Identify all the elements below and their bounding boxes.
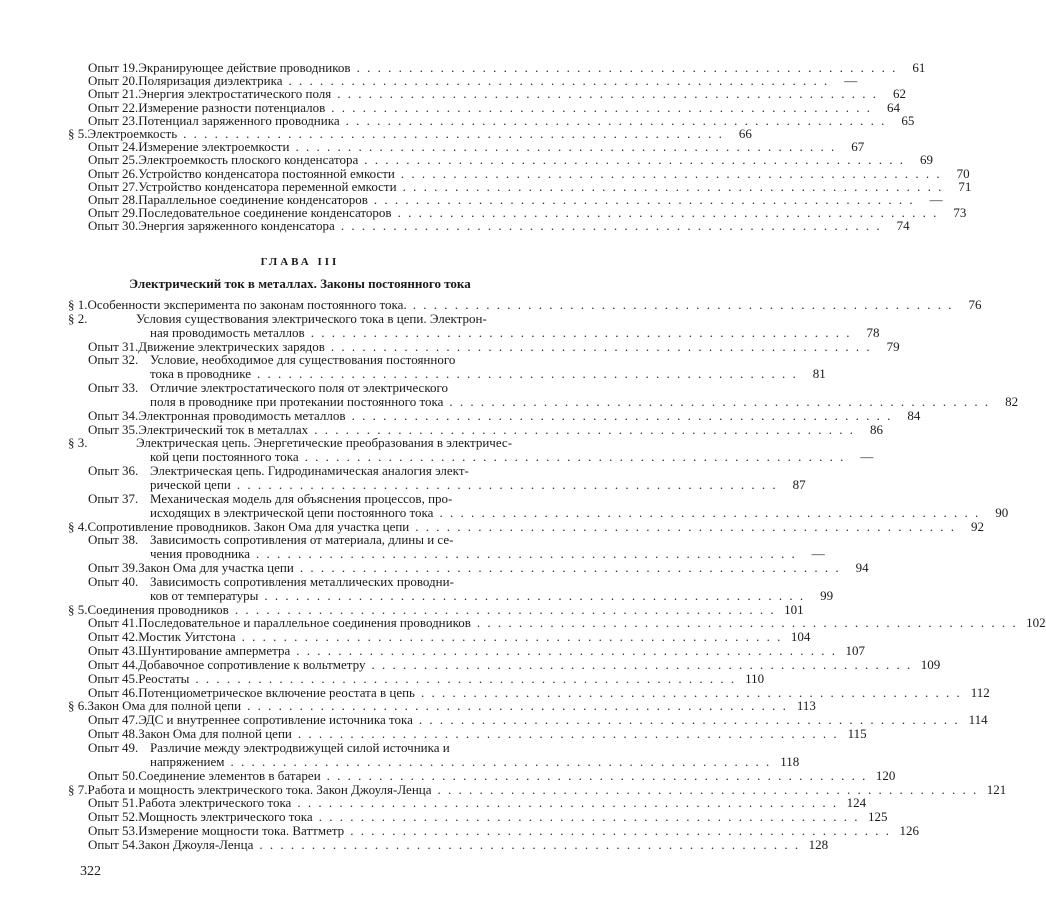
toc-line [80, 218, 910, 234]
toc-experiment-entry [80, 656, 941, 672]
entry-page: 64 [887, 99, 901, 115]
entry-page: 118 [780, 753, 800, 769]
toc-experiment-entry [80, 152, 933, 168]
chapter-title: Электрический ток в металлах. Законы постоянного тока [129, 276, 471, 291]
toc-line [80, 560, 869, 576]
entry-title: Добавочное сопротивление к вольтметру [138, 656, 366, 672]
toc-line [80, 99, 901, 115]
entry-title: Измерение разности потенциалов [138, 99, 326, 115]
toc-line [80, 795, 867, 811]
entry-title: Поляризация диэлектрика [138, 73, 283, 89]
entry-label: Опыт 35. [88, 421, 139, 437]
dot-leader [264, 589, 805, 603]
entry-title: Энергия электростатического поля [138, 86, 332, 102]
dot-leader [327, 769, 868, 783]
entry-label: § 4. [68, 518, 88, 534]
entry-label: Опыт 39. [88, 560, 139, 576]
toc-line [80, 684, 990, 700]
entry-title: рической цепи [150, 476, 231, 492]
dot-leader [331, 101, 872, 114]
entry-page: 92 [971, 518, 985, 534]
entry-title: Мощность электрического тока [138, 809, 313, 825]
entry-title: Электроемкость плоского конденсатора [138, 152, 359, 168]
toc-line [80, 629, 811, 645]
entry-label: Опыт 24. [88, 139, 139, 155]
entry-title: Измерение мощности тока. Ваттметр [138, 823, 345, 839]
entry-page: 82 [1005, 393, 1019, 409]
entry-title: Последовательное и параллельное соединения проводников [138, 615, 471, 631]
entry-page: 69 [919, 152, 933, 168]
entry-label: § 1. [68, 297, 88, 312]
entry-label: Опыт 49. [88, 740, 139, 755]
dot-leader [371, 658, 912, 672]
toc-experiment-entry [80, 684, 990, 700]
entry-label: Опыт 41. [88, 615, 139, 631]
dot-leader [341, 219, 882, 232]
entry-label: § 3. [68, 435, 88, 451]
toc-experiment-entry [80, 767, 896, 783]
entry-label: Опыт 22. [88, 99, 139, 115]
entry-title: Работа электрического тока [138, 795, 292, 811]
entry-title: Электронная проводимость металлов [138, 407, 346, 423]
entry-page: 70 [956, 165, 970, 181]
entry-title: Зависимость сопротивления от материала, длины и се- [150, 532, 454, 548]
entry-page: — [929, 191, 943, 207]
entry-page: 99 [820, 587, 834, 603]
entry-page: 74 [896, 218, 910, 234]
entry-page: 61 [912, 60, 926, 75]
entry-label: Опыт 46. [88, 684, 139, 700]
entry-page: 79 [886, 338, 900, 354]
dot-leader [314, 423, 855, 437]
entry-title: ЭДС и внутреннее сопротивление источника тока [138, 712, 413, 728]
entry-title: Электроемкость [87, 125, 178, 141]
dot-leader [256, 547, 797, 561]
dot-leader [346, 114, 887, 127]
entry-page: 73 [953, 205, 967, 221]
entry-page: 125 [867, 809, 888, 825]
entry-label: Опыт 48. [88, 726, 139, 742]
dot-leader [257, 367, 798, 381]
toc-line [80, 615, 1046, 631]
entry-title: Условия существования электрического тока в цепи. Электрон- [136, 310, 487, 326]
toc-line [80, 836, 829, 852]
entry-title: Электрическая цепь. Энергетические преобразования в электричес- [136, 435, 513, 451]
chapter-number: ГЛАВА III [260, 256, 340, 268]
dot-leader [237, 478, 778, 492]
toc-experiment-entry [80, 836, 829, 852]
entry-page: 109 [920, 656, 941, 672]
toc-line [68, 601, 804, 617]
entry-page: 126 [899, 823, 919, 839]
entry-label: Опыт 30. [88, 218, 139, 234]
toc-experiment-entry [80, 86, 907, 102]
entry-title: Соединение элементов в батареи [138, 767, 321, 783]
entry-label: Опыт 51. [88, 795, 139, 811]
toc-experiment-entry [80, 643, 866, 659]
toc-line [68, 297, 982, 312]
entry-title: Зависимость сопротивления металлических проводни- [150, 573, 454, 589]
dot-leader [415, 520, 956, 534]
dot-leader [235, 603, 776, 617]
entry-label: Опыт 25. [88, 152, 139, 168]
entry-label: Опыт 32. [88, 352, 139, 368]
entry-label: Опыт 40. [88, 573, 139, 589]
entry-title: Различие между электродвижущей силой источника и [150, 740, 450, 755]
entry-page: — [860, 449, 874, 465]
toc-experiment-entry [80, 338, 900, 354]
entry-title: Устройство конденсатора постоянной емкости [138, 165, 395, 181]
dot-leader [311, 326, 852, 340]
toc-experiment-entry [80, 112, 915, 128]
entry-title: Движение электрических зарядов [138, 338, 325, 354]
toc-line [68, 698, 816, 714]
dot-leader [300, 561, 841, 575]
dot-leader [449, 395, 990, 409]
toc-line [80, 464, 542, 478]
toc-experiment-entry [80, 615, 1046, 631]
entry-title: Потенциал заряженного проводника [138, 112, 340, 128]
entry-page: 94 [855, 560, 869, 576]
entry-title: Измерение электроемкости [138, 139, 290, 155]
dot-leader [419, 713, 960, 727]
dot-leader [331, 340, 872, 354]
toc-experiment-entry [80, 407, 921, 423]
entry-title: Условие, необходимое для существования постоянного [150, 352, 456, 368]
entry-label: Опыт 54. [88, 836, 139, 852]
entry-page: 102 [1026, 615, 1046, 631]
toc-line [80, 421, 883, 437]
dot-leader [350, 824, 891, 838]
entry-page: 114 [968, 712, 988, 728]
toc-line [80, 353, 542, 367]
entry-label: Опыт 23. [88, 112, 139, 128]
toc-experiment-entry [80, 463, 806, 492]
entry-page: 120 [875, 767, 896, 783]
toc-line [80, 712, 988, 728]
entry-page: 78 [866, 324, 880, 340]
entry-title: ков от температуры [150, 587, 259, 603]
dot-leader [401, 167, 942, 180]
entry-page: 110 [745, 670, 765, 686]
entry-label: Опыт 31. [88, 338, 139, 354]
entry-title: Соединения проводников [87, 601, 229, 617]
dot-leader [298, 727, 839, 741]
entry-title: Шунтирование амперметра [138, 643, 291, 659]
toc-line [68, 781, 1007, 797]
toc-line [80, 152, 933, 168]
toc-line [80, 324, 880, 340]
entry-title: Электрический ток в металлах [138, 421, 309, 437]
dot-leader [195, 672, 736, 686]
toc-experiment-entry [80, 670, 765, 686]
toc-line [68, 310, 542, 326]
entry-label: § 7. [68, 781, 88, 797]
toc-section-entry [68, 781, 1007, 797]
dot-leader [439, 506, 980, 520]
toc-experiment-entry [80, 178, 972, 194]
toc-line [68, 435, 542, 451]
toc-line [80, 178, 972, 194]
entry-title: кой цепи постоянного тока [150, 449, 299, 465]
toc-line [80, 492, 542, 506]
toc-experiment-entry [80, 795, 867, 811]
toc-line [80, 504, 1009, 520]
entry-title: Закон Джоуля-Ленца [138, 836, 254, 852]
toc-experiment-entry [80, 809, 888, 825]
toc-line [80, 753, 800, 769]
dot-leader [421, 686, 962, 700]
toc-line [80, 407, 921, 423]
entry-page: — [811, 546, 825, 562]
toc-line [80, 741, 542, 755]
entry-label: § 2. [68, 310, 88, 326]
entry-title: поля в проводнике при протекании постоянного тока [150, 393, 444, 409]
toc-experiment-entry [80, 573, 834, 603]
entry-title: Параллельное соединение конденсаторов [138, 191, 368, 207]
toc-experiment-entry [80, 726, 867, 742]
toc-experiment-entry [80, 165, 970, 181]
toc-experiment-entry [80, 380, 1019, 409]
entry-title: Последовательное соединение конденсаторов [138, 205, 392, 221]
toc-line [80, 575, 542, 589]
dot-leader [305, 450, 846, 464]
toc-line [80, 643, 866, 659]
dot-leader [319, 810, 860, 824]
entry-title: Потенциометрическое включение реостата в цепь [138, 684, 415, 700]
entry-page: 90 [995, 504, 1009, 520]
entry-title: Закон Ома для полной цепи [138, 726, 292, 742]
entry-title: Механическая модель для объяснения процессов, про- [150, 490, 453, 506]
toc-section-entry [68, 297, 982, 312]
entry-label: Опыт 26. [88, 165, 139, 181]
toc-line [80, 165, 970, 181]
toc-line [80, 726, 867, 742]
toc-section-entry [68, 435, 874, 465]
entry-label: § 5. [68, 125, 88, 141]
toc-experiment-entry [80, 712, 988, 728]
entry-label: Опыт 47. [88, 712, 139, 728]
toc-line [80, 823, 919, 839]
entry-page: 65 [901, 112, 915, 128]
toc-line [80, 587, 834, 603]
toc-line [80, 366, 826, 382]
entry-title: Отличие электростатического поля от электрического [150, 380, 448, 396]
entry-label: Опыт 19. [88, 60, 139, 75]
dot-leader [296, 644, 837, 658]
toc-experiment-entry [80, 99, 901, 115]
entry-page: 113 [796, 698, 816, 714]
dot-leader [352, 409, 893, 423]
entry-label: Опыт 21. [88, 86, 139, 102]
entry-page: 67 [851, 139, 865, 155]
toc-part-1 [68, 60, 972, 234]
entry-label: Опыт 29. [88, 205, 139, 221]
toc-line [80, 112, 915, 128]
entry-page: 107 [845, 643, 866, 659]
entry-title: Электрическая цепь. Гидродинамическая аналогия элект- [150, 463, 469, 479]
entry-page: 81 [812, 366, 826, 382]
entry-page: 84 [907, 407, 921, 423]
entry-label: Опыт 27. [88, 178, 139, 194]
entry-title: Закон Ома для участка цепи [138, 560, 294, 576]
dot-leader [247, 699, 788, 713]
entry-title: чения проводника [150, 546, 251, 562]
entry-label: Опыт 45. [88, 670, 139, 686]
toc-line [80, 533, 542, 547]
dot-leader [259, 838, 800, 852]
entry-page: 112 [970, 684, 990, 700]
toc-section-entry [68, 518, 985, 534]
entry-title: Мостик Уитстона [138, 629, 236, 645]
toc-experiment-entry [80, 352, 826, 382]
page-number: 322 [80, 864, 101, 879]
entry-page: 86 [869, 421, 883, 437]
toc-line [80, 381, 542, 395]
toc-line [80, 393, 1019, 409]
entry-title: Сопротивление проводников. Закон Ома для участка цепи [87, 518, 410, 534]
entry-label: Опыт 53. [88, 823, 139, 839]
dot-leader [337, 87, 878, 100]
entry-label: Опыт 33. [88, 380, 139, 396]
toc-line [80, 476, 806, 492]
toc-experiment-entry [80, 629, 811, 645]
dot-leader [438, 783, 979, 797]
dot-leader [477, 616, 1018, 630]
entry-label: Опыт 50. [88, 767, 139, 783]
toc-line [68, 518, 985, 534]
dot-leader [230, 755, 771, 769]
dot-leader [242, 630, 783, 644]
entry-page: 115 [847, 726, 867, 742]
entry-title: тока в проводнике [150, 366, 251, 382]
toc-section-entry [68, 698, 816, 714]
toc-line [80, 546, 825, 562]
entry-title: напряжением [150, 753, 225, 769]
entry-page: 71 [958, 178, 972, 194]
entry-page: 101 [784, 601, 804, 617]
toc-section-entry [68, 601, 804, 617]
toc-experiment-entry [80, 740, 800, 769]
entry-title: Реостаты [138, 670, 190, 686]
toc-experiment-entry [80, 421, 883, 437]
entry-title: Работа и мощность электрического тока. Закон Джоуля-Ленца [87, 781, 432, 797]
entry-page: 76 [968, 297, 982, 312]
entry-label: Опыт 34. [88, 407, 139, 423]
entry-label: Опыт 42. [88, 629, 139, 645]
dot-leader [403, 180, 944, 193]
entry-label: § 6. [68, 698, 88, 714]
entry-page: 121 [986, 781, 1007, 797]
toc-line [80, 670, 765, 686]
dot-leader [297, 796, 838, 810]
entry-label: Опыт 38. [88, 532, 139, 548]
toc-line [80, 656, 941, 672]
entry-page: 62 [893, 86, 907, 102]
toc-experiment-entry [80, 490, 1009, 520]
entry-title: исходящих в электрической цепи постоянного тока [150, 504, 434, 520]
entry-page: 124 [846, 795, 867, 811]
entry-label: Опыт 28. [88, 191, 139, 207]
toc-line [80, 338, 900, 354]
entry-label: Опыт 36. [88, 463, 139, 479]
toc-experiment-entry [80, 560, 869, 576]
entry-page: — [844, 73, 858, 89]
entry-label: Опыт 44. [88, 656, 139, 672]
entry-label: Опыт 20. [88, 73, 139, 89]
toc-experiment-entry [80, 823, 919, 839]
toc-experiment-entry [80, 218, 910, 234]
toc-line [80, 809, 888, 825]
entry-label: Опыт 52. [88, 809, 139, 825]
entry-page: 87 [792, 476, 806, 492]
entry-title: Энергия заряженного конденсатора [138, 218, 335, 234]
toc-part-2 [68, 297, 1046, 852]
entry-label: Опыт 43. [88, 643, 139, 659]
toc-section-entry [68, 310, 880, 340]
entry-page: 66 [738, 125, 752, 141]
entry-title: Особенности эксперимента по законам постоянного тока. [87, 297, 407, 312]
toc-experiment-entry [80, 532, 825, 562]
dot-leader [364, 153, 905, 166]
entry-label: Опыт 37. [88, 490, 139, 506]
entry-title: Устройство конденсатора переменной емкости [138, 178, 397, 194]
toc-line [80, 767, 896, 783]
entry-label: § 5. [68, 601, 88, 617]
entry-title: Экранирующее действие проводников [138, 60, 351, 75]
entry-title: ная проводимость металлов [150, 324, 305, 340]
entry-page: 128 [808, 836, 829, 852]
dot-leader [413, 298, 954, 312]
entry-page: 104 [790, 629, 811, 645]
toc-line [80, 86, 907, 102]
toc-line [80, 449, 874, 465]
entry-title: Закон Ома для полной цепи [87, 698, 242, 714]
